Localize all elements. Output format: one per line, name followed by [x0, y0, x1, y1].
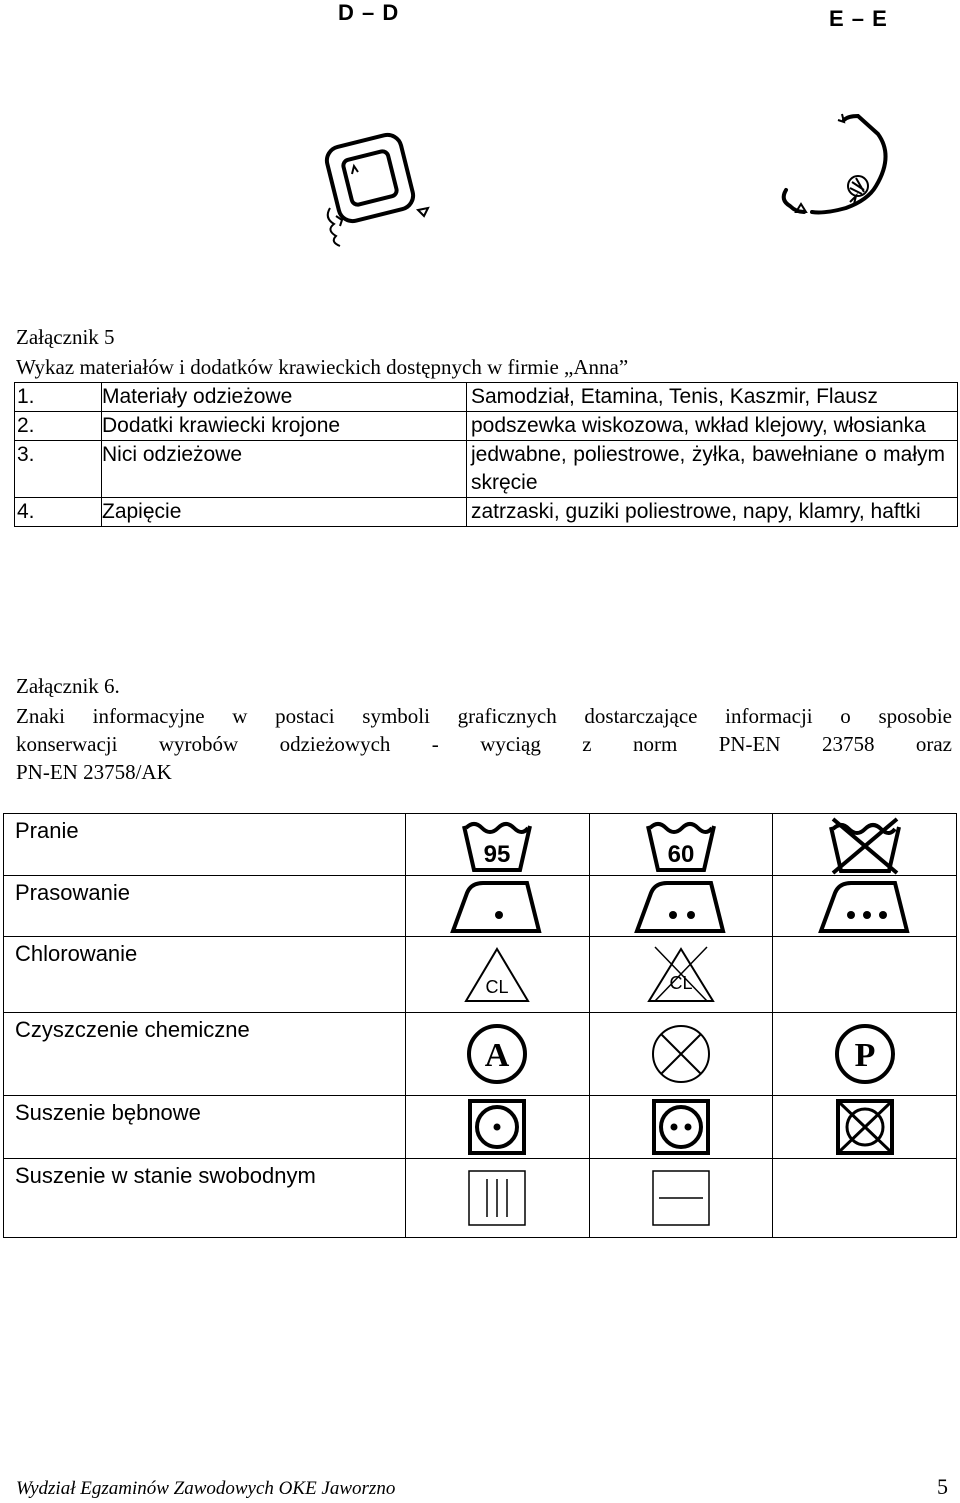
table-row: [4, 1013, 957, 1096]
iron-2-dots-icon: [589, 876, 773, 937]
table-row: [4, 814, 957, 876]
attachment-6-title: Załącznik 6.: [16, 674, 120, 698]
attachment-5-title: Załącznik 5: [16, 325, 115, 349]
attachment-6-line-2: konserwacji wyrobów odzieżowych - wyciąg z norm PN-EN 23758 oraz: [16, 732, 952, 756]
footer-institution: Wydział Egzaminów Zawodowych OKE Jaworzno: [16, 1478, 396, 1499]
do-not-bleach-icon: [589, 937, 773, 1013]
table-row: [4, 876, 957, 937]
row-number: 2.: [15, 412, 102, 441]
table-row: [4, 1096, 957, 1159]
dry-clean-p-icon: [773, 1013, 957, 1096]
chlorine-label: CL: [485, 976, 509, 997]
wash-temperature-label: 95: [483, 840, 511, 868]
cross-section-d-d-drawing: [300, 118, 440, 258]
do-not-wash-icon: [773, 814, 957, 876]
row-name: Dodatki krawiecki krojone: [102, 412, 467, 441]
empty-cell: [773, 1159, 957, 1238]
dry-flat-icon: [589, 1159, 773, 1238]
row-name: Zapięcie: [102, 498, 467, 527]
dry-clean-letter: A: [485, 1037, 510, 1074]
section-label-e-e: E – E: [829, 6, 888, 31]
tumble-dry-2-dots-icon: [589, 1096, 773, 1159]
row-value: podszewka wiskozowa, wkład klejowy, włosianka: [467, 412, 958, 441]
tumble-dry-1-dot-icon: [406, 1096, 590, 1159]
drip-dry-icon: [406, 1159, 590, 1238]
row-number: 1.: [15, 383, 102, 412]
iron-1-dot-icon: [406, 876, 590, 937]
row-name: Materiały odzieżowe: [102, 383, 467, 412]
row-value: Samodział, Etamina, Tenis, Kaszmir, Flausz: [467, 383, 958, 412]
row-number: 3.: [15, 441, 102, 498]
row-label: Pranie: [4, 814, 406, 876]
do-not-dry-clean-icon: [589, 1013, 773, 1096]
attachment-6-line-3: PN-EN 23758/AK: [16, 760, 172, 784]
do-not-tumble-dry-icon: [773, 1096, 957, 1159]
care-symbols-table: [3, 813, 957, 1238]
table-row: [4, 1159, 957, 1238]
row-name: Nici odzieżowe: [102, 441, 467, 498]
empty-cell: [773, 937, 957, 1013]
iron-3-dots-icon: [773, 876, 957, 937]
row-label: Prasowanie: [4, 876, 406, 937]
wash-temperature-label: 60: [667, 840, 695, 868]
row-label: Suszenie bębnowe: [4, 1096, 406, 1159]
table-row: [4, 937, 957, 1013]
table-row: [15, 412, 958, 441]
attachment-5-subtitle: Wykaz materiałów i dodatków krawieckich dostępnych w firmie „Anna”: [16, 355, 629, 379]
cross-section-e-e-drawing: [772, 112, 912, 242]
row-value: zatrzaski, guziki poliestrowe, napy, klamry, haftki: [467, 498, 958, 527]
attachment-6-line-1: Znaki informacyjne w postaci symboli graficznych dostarczające informacji o sposobie: [16, 704, 952, 728]
row-label: Chlorowanie: [4, 937, 406, 1013]
dry-clean-letter: P: [854, 1037, 876, 1074]
wash-95-icon: [406, 814, 590, 876]
dry-clean-a-icon: [406, 1013, 590, 1096]
table-row: [15, 383, 958, 412]
table-row: [15, 498, 958, 527]
materials-table: [14, 382, 958, 527]
chlorine-label: CL: [669, 972, 693, 993]
section-label-d-d: D – D: [338, 0, 400, 25]
bleach-cl-icon: [406, 937, 590, 1013]
row-label: Czyszczenie chemiczne: [4, 1013, 406, 1096]
page-number: 5: [937, 1474, 948, 1499]
row-value: jedwabne, poliestrowe, żyłka, bawełniane o małym skręcie: [467, 441, 958, 498]
row-number: 4.: [15, 498, 102, 527]
wash-60-icon: [589, 814, 773, 876]
table-row: [15, 441, 958, 498]
row-label: Suszenie w stanie swobodnym: [4, 1159, 406, 1238]
